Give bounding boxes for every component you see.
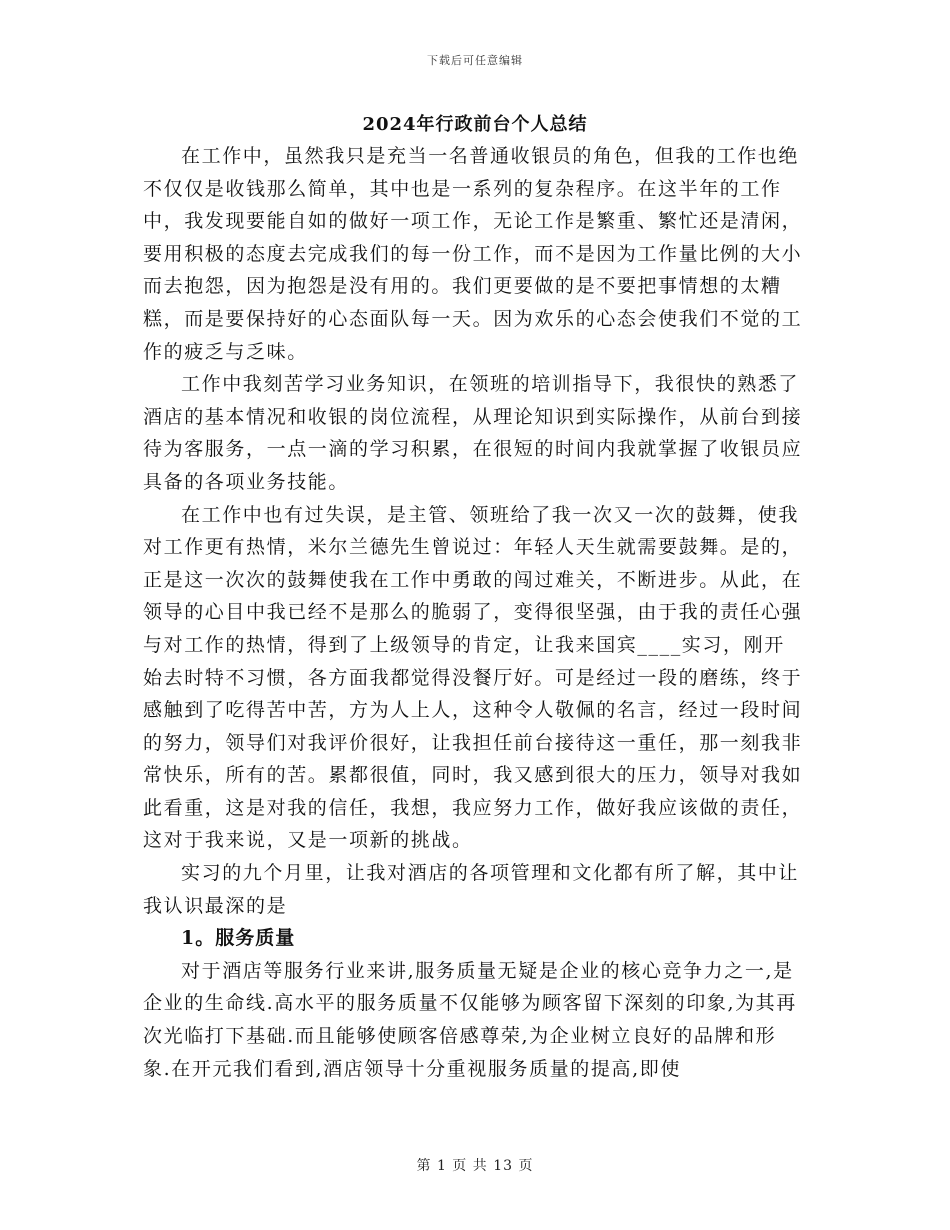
paragraph: 对于酒店等服务行业来讲,服务质量无疑是企业的核心竞争力之一,是企业的生命线.高水平的服务质量不仅能够为顾客留下深刻的印象,为其再次光临打下基础.而且能够使顾客倍感尊荣,为企业树立良好的品牌和形象.在开元我们看到,酒店领导十分重视服务质量的提高,即使 <box>143 959 797 1080</box>
section-heading: 1。服务质量 <box>181 927 296 950</box>
paragraph: 在工作中也有过失误，是主管、领班给了我一次又一次的鼓舞，使我对工作更有热情，米尔兰德先生曾说过：年轻人天生就需要鼓舞。是的，正是这一次次的鼓舞使我在工作中勇敢的闯过难关，不断进步。从此，在领导的心目中我已经不是那么的脆弱了，变得很坚强，由于我的责任心强与对工作的热情，得到了上级领导的肯定，让我来国宾____实习，刚开始去时特不习惯，各方面我都觉得没餐厅好。可是经过一段的磨练，终于感触到了吃得苦中苦，方为人上人，这种令人敬佩的名言，经过一段时间的努力，领导们对我评价很好，让我担任前台接待这一重任，那一刻我非常快乐，所有的苦。累都很值，同时，我又感到很大的压力，领导对我如此看重，这是对我的信任，我想，我应努力工作，做好我应该做的责任，这对于我来说，又是一项新的挑战。 <box>143 503 803 852</box>
header-note: 下载后可任意编辑 <box>427 54 523 67</box>
paragraph: 在工作中，虽然我只是充当一名普通收银员的角色，但我的工作也绝不仅仅是收钱那么简单，其中也是一系列的复杂程序。在这半年的工作中，我发现要能自如的做好一项工作，无论工作是繁重、繁忙还是清闲，要用积极的态度去完成我们的每一份工作，而不是因为工作量比例的大小而去抱怨，因为抱怨是没有用的。我们更要做的是不要把事情想的太糟糕，而是要保持好的心态面队每一天。因为欢乐的心态会使我们不觉的工作的疲乏与乏味。 <box>143 145 803 363</box>
paragraph: 实习的九个月里，让我对酒店的各项管理和文化都有所了解，其中让我认识最深的是 <box>143 862 800 917</box>
document-title: 2024年行政前台个人总结 <box>362 114 588 135</box>
document-body <box>143 140 803 1085</box>
page-indicator: 第 1 页 共 13 页 <box>416 1158 534 1174</box>
paragraph: 工作中我刻苦学习业务知识，在领班的培训指导下，我很快的熟悉了酒店的基本情况和收银的岗位流程，从理论知识到实际操作，从前台到接待为客服务，一点一滴的学习积累，在很短的时间内我就掌握了收银员应具备的各项业务技能。 <box>143 373 803 493</box>
